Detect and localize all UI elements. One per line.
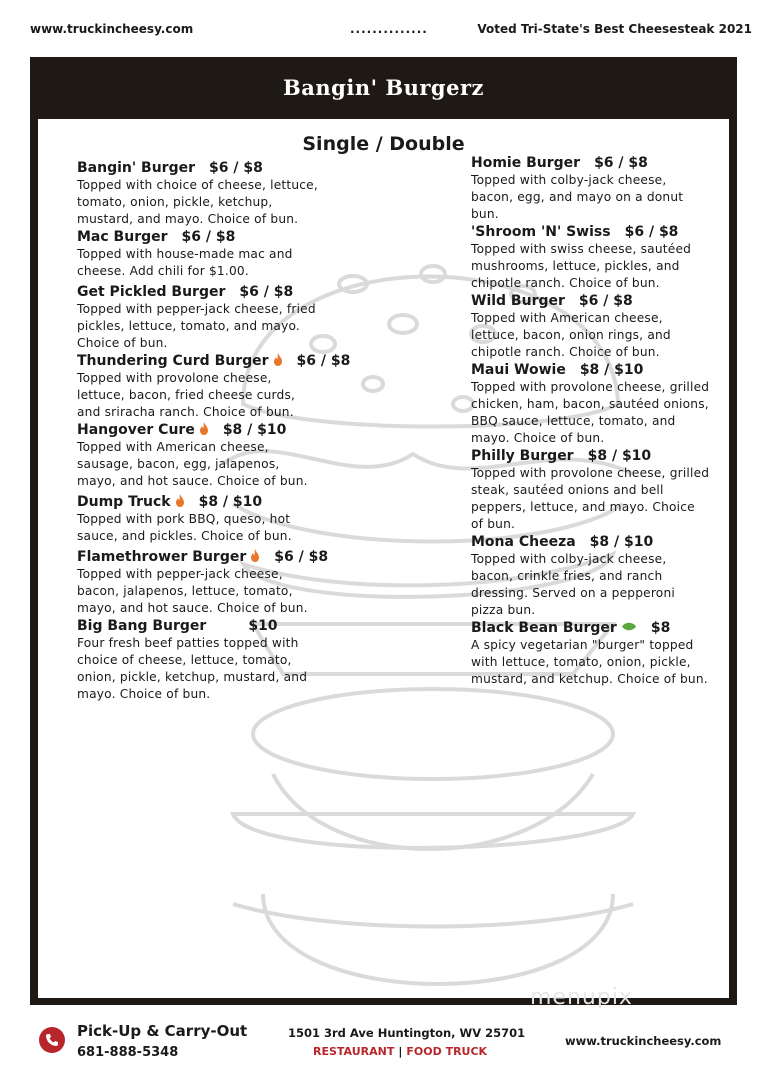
menu-item-name: Big Bang Burger xyxy=(77,618,207,634)
top-tagline: Voted Tri-State's Best Cheesesteak 2021 xyxy=(477,22,752,36)
menu-item-price: $10 xyxy=(248,618,278,634)
menu-item-price: $8 / $10 xyxy=(198,494,263,510)
menu-item-description: A spicy vegetarian "burger" topped with lettuce, tomato, onion, pickle, mustard, and ketchup. Choice of bun. xyxy=(471,638,708,686)
menu-item-title xyxy=(77,352,351,370)
menu-item-description: Topped with provolone cheese, lettuce, bacon, fried cheese curds, and sriracha ranch. Choice of bun. xyxy=(77,371,296,419)
menu-item-title xyxy=(77,493,322,511)
menu-title: Bangin' Burgerz xyxy=(283,75,484,100)
business-types xyxy=(313,1045,487,1058)
menu-item-price: $6 / $8 xyxy=(578,293,633,309)
menu-item-name: Mona Cheeza xyxy=(471,534,576,550)
menu-item-name: Mac Burger xyxy=(77,229,168,245)
menu-item-title xyxy=(471,361,711,379)
menu-item-name: Philly Burger xyxy=(471,448,574,464)
menu-item xyxy=(471,533,711,619)
left-column xyxy=(77,159,351,703)
menu-item xyxy=(77,352,351,421)
menu-item-description: Topped with American cheese, lettuce, bacon, onion rings, and chipotle ranch. Choice of bun. xyxy=(471,311,671,359)
menu-item xyxy=(77,421,322,490)
menu-item-name: Thundering Curd Burger xyxy=(77,353,269,369)
menu-item-price: $8 / $10 xyxy=(589,534,654,550)
menu-item-description: Topped with swiss cheese, sautéed mushrooms, lettuce, pickles, and chipotle ranch. Choice of bun. xyxy=(471,242,692,290)
menu-item-description: Four fresh beef patties topped with choice of cheese, lettuce, tomato, onion, pickle, ketchup, mustard, and mayo. Choice of bun. xyxy=(77,636,308,701)
menu-item-price: $6 / $8 xyxy=(209,160,263,176)
menu-item-price: $8 / $10 xyxy=(579,362,644,378)
menu-item-description: Topped with pepper-jack cheese, bacon, jalapenos, lettuce, tomato, mayo, and hot sauce. Choice of bun. xyxy=(77,567,308,615)
address: 1501 3rd Ave Huntington, WV 25701 xyxy=(288,1026,526,1040)
menu-item-description: Topped with pork BBQ, queso, hot sauce, and pickles. Choice of bun. xyxy=(77,512,292,543)
top-website[interactable]: www.truckincheesy.com xyxy=(30,22,194,36)
menu-item-title xyxy=(471,619,711,637)
menu-item-title xyxy=(471,223,711,241)
menu-item-name: Homie Burger xyxy=(471,155,581,171)
menu-item xyxy=(77,617,322,703)
menu-item-name: Hangover Cure xyxy=(77,422,195,438)
menu-item-price: $6 / $8 xyxy=(594,155,648,171)
menu-frame xyxy=(30,57,737,1005)
flame-icon xyxy=(175,494,185,507)
menu-item-price: $8 xyxy=(650,620,671,636)
menu-item-title xyxy=(471,154,711,172)
menu-item-price: $6 / $8 xyxy=(239,284,294,300)
top-dots: .............. xyxy=(350,22,428,36)
footer-website[interactable]: www.truckincheesy.com xyxy=(565,1034,722,1048)
menu-item-title xyxy=(471,533,711,551)
menu-item-price: $8 / $10 xyxy=(587,448,652,464)
menu-item xyxy=(471,223,711,292)
menu-item-title xyxy=(77,283,322,301)
menu-item-name: Flamethrower Burger xyxy=(77,549,247,565)
menu-item-price: $6 / $8 xyxy=(274,549,329,565)
menu-subtitle: Single / Double xyxy=(302,133,465,155)
menu-item xyxy=(471,154,711,223)
menu-panel xyxy=(38,119,729,998)
footer xyxy=(0,1010,766,1080)
menu-item-description: Topped with colby-jack cheese, bacon, egg, and mayo on a donut bun. xyxy=(471,173,684,221)
type-restaurant: RESTAURANT xyxy=(313,1045,395,1058)
menu-item-name: Black Bean Burger xyxy=(471,620,617,636)
menu-item xyxy=(77,283,322,352)
type-food-truck: FOOD TRUCK xyxy=(406,1045,488,1058)
menu-item xyxy=(471,447,711,533)
menu-item xyxy=(77,548,329,617)
menu-item-price: $8 / $10 xyxy=(222,422,287,438)
menu-item xyxy=(471,619,711,688)
menu-item-price: $6 / $8 xyxy=(181,229,236,245)
menu-item-title xyxy=(77,617,322,635)
menu-item-title xyxy=(77,159,322,177)
menu-item xyxy=(77,228,322,280)
menu-item-title xyxy=(471,447,711,465)
menu-item xyxy=(77,159,322,228)
menu-item-description: Topped with provolone cheese, grilled steak, sautéed onions and bell peppers, lettuce, and mayo. Choice of bun. xyxy=(471,466,710,531)
phone-number[interactable]: 681-888-5348 xyxy=(77,1045,179,1060)
menu-item-name: Get Pickled Burger xyxy=(77,284,226,300)
menu-item-name: Maui Wowie xyxy=(471,362,566,378)
type-separator: | xyxy=(398,1045,403,1058)
menu-item xyxy=(77,493,322,545)
menu-item-name: Dump Truck xyxy=(77,494,171,510)
top-bar xyxy=(30,18,752,42)
right-column xyxy=(471,154,711,692)
flame-icon xyxy=(199,422,209,435)
menu-item-title xyxy=(77,228,322,246)
menu-item-title xyxy=(77,548,329,566)
menu-item-name: Wild Burger xyxy=(471,293,565,309)
menu-item xyxy=(471,292,711,361)
menu-item-description: Topped with pepper-jack cheese, fried pickles, lettuce, tomato, and mayo. Choice of bun. xyxy=(77,302,316,350)
menu-item-description: Topped with colby-jack cheese, bacon, crinkle fries, and ranch dressing. Served on a pepperoni pizza bun. xyxy=(471,552,675,617)
menu-item-description: Topped with choice of cheese, lettuce, tomato, onion, pickle, ketchup, mustard, and mayo. Choice of bun. xyxy=(77,178,318,226)
phone-icon xyxy=(39,1027,65,1053)
flame-icon xyxy=(273,353,283,366)
menu-item-description: Topped with provolone cheese, grilled chicken, ham, bacon, sautéed onions, BBQ sauce, lettuce, tomato, and mayo. Choice of bun. xyxy=(471,380,710,445)
menu-item-title xyxy=(471,292,711,310)
menu-item-name: Bangin' Burger xyxy=(77,160,195,176)
menu-item-price: $6 / $8 xyxy=(624,224,679,240)
ghost-watermark: menupix xyxy=(530,985,633,1010)
pickup-label: Pick-Up & Carry-Out xyxy=(77,1022,248,1040)
menu-item-description: Topped with house-made mac and cheese. Add chili for $1.00. xyxy=(77,247,293,278)
menu-item xyxy=(471,361,711,447)
menu-item-description: Topped with American cheese, sausage, bacon, egg, jalapenos, mayo, and hot sauce. Choice of bun. xyxy=(77,440,308,488)
menu-item-price: $6 / $8 xyxy=(296,353,351,369)
menu-item-title xyxy=(77,421,322,439)
flame-icon xyxy=(250,549,260,562)
leaf-icon xyxy=(621,622,637,631)
menu-item-name: 'Shroom 'N' Swiss xyxy=(471,224,611,240)
